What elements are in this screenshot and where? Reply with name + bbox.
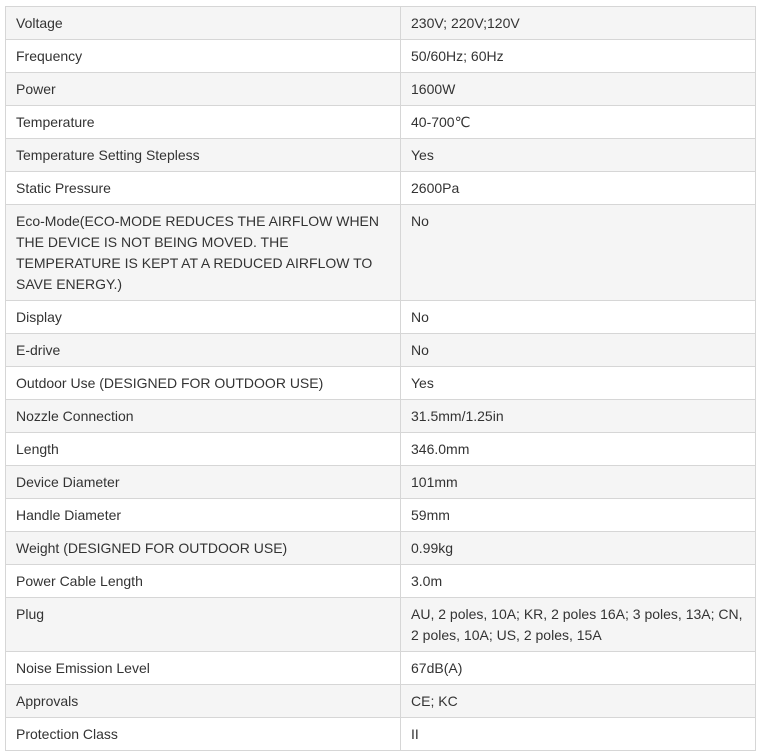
table-row — [6, 7, 756, 40]
spec-value: 40-700℃ — [401, 106, 756, 139]
table-row — [6, 466, 756, 499]
spec-table-body — [6, 7, 756, 751]
table-row — [6, 73, 756, 106]
spec-label: Weight (DESIGNED FOR OUTDOOR USE) — [6, 532, 401, 565]
spec-value: 230V; 220V;120V — [401, 7, 756, 40]
spec-label: Handle Diameter — [6, 499, 401, 532]
spec-value: 3.0m — [401, 565, 756, 598]
spec-value: AU, 2 poles, 10A; KR, 2 poles 16A; 3 poles, 13A; CN, 2 poles, 10A; US, 2 poles, 15A — [401, 598, 756, 652]
table-row — [6, 301, 756, 334]
spec-value: 346.0mm — [401, 433, 756, 466]
spec-value: No — [401, 205, 756, 301]
spec-label: Eco-Mode(ECO-MODE REDUCES THE AIRFLOW WHEN THE DEVICE IS NOT BEING MOVED. THE TEMPERATURE IS KEPT AT A REDUCED AIRFLOW TO SAVE ENERGY.) — [6, 205, 401, 301]
spec-value: Yes — [401, 139, 756, 172]
spec-label: Device Diameter — [6, 466, 401, 499]
spec-label: Protection Class — [6, 718, 401, 751]
spec-label: Temperature — [6, 106, 401, 139]
table-row — [6, 139, 756, 172]
table-row — [6, 367, 756, 400]
spec-label: Display — [6, 301, 401, 334]
spec-value: 67dB(A) — [401, 652, 756, 685]
spec-value: CE; KC — [401, 685, 756, 718]
table-row — [6, 205, 756, 301]
table-row — [6, 565, 756, 598]
table-row — [6, 400, 756, 433]
spec-label: E-drive — [6, 334, 401, 367]
spec-value: 50/60Hz; 60Hz — [401, 40, 756, 73]
spec-label: Temperature Setting Stepless — [6, 139, 401, 172]
spec-value: No — [401, 334, 756, 367]
table-row — [6, 499, 756, 532]
table-row — [6, 106, 756, 139]
spec-label: Length — [6, 433, 401, 466]
table-row — [6, 532, 756, 565]
spec-value: 1600W — [401, 73, 756, 106]
table-row — [6, 685, 756, 718]
spec-value: Yes — [401, 367, 756, 400]
table-row — [6, 40, 756, 73]
spec-label: Noise Emission Level — [6, 652, 401, 685]
spec-value: 101mm — [401, 466, 756, 499]
spec-value: 31.5mm/1.25in — [401, 400, 756, 433]
table-row — [6, 652, 756, 685]
table-row — [6, 598, 756, 652]
spec-label: Power Cable Length — [6, 565, 401, 598]
table-row — [6, 172, 756, 205]
spec-value: 59mm — [401, 499, 756, 532]
spec-label: Voltage — [6, 7, 401, 40]
spec-value: 0.99kg — [401, 532, 756, 565]
spec-label: Static Pressure — [6, 172, 401, 205]
table-row — [6, 334, 756, 367]
spec-label: Power — [6, 73, 401, 106]
spec-label: Frequency — [6, 40, 401, 73]
spec-value: No — [401, 301, 756, 334]
spec-value: 2600Pa — [401, 172, 756, 205]
spec-label: Outdoor Use (DESIGNED FOR OUTDOOR USE) — [6, 367, 401, 400]
spec-label: Nozzle Connection — [6, 400, 401, 433]
spec-label: Approvals — [6, 685, 401, 718]
table-row — [6, 433, 756, 466]
spec-table — [5, 6, 756, 751]
table-row — [6, 718, 756, 751]
spec-value: II — [401, 718, 756, 751]
spec-label: Plug — [6, 598, 401, 652]
